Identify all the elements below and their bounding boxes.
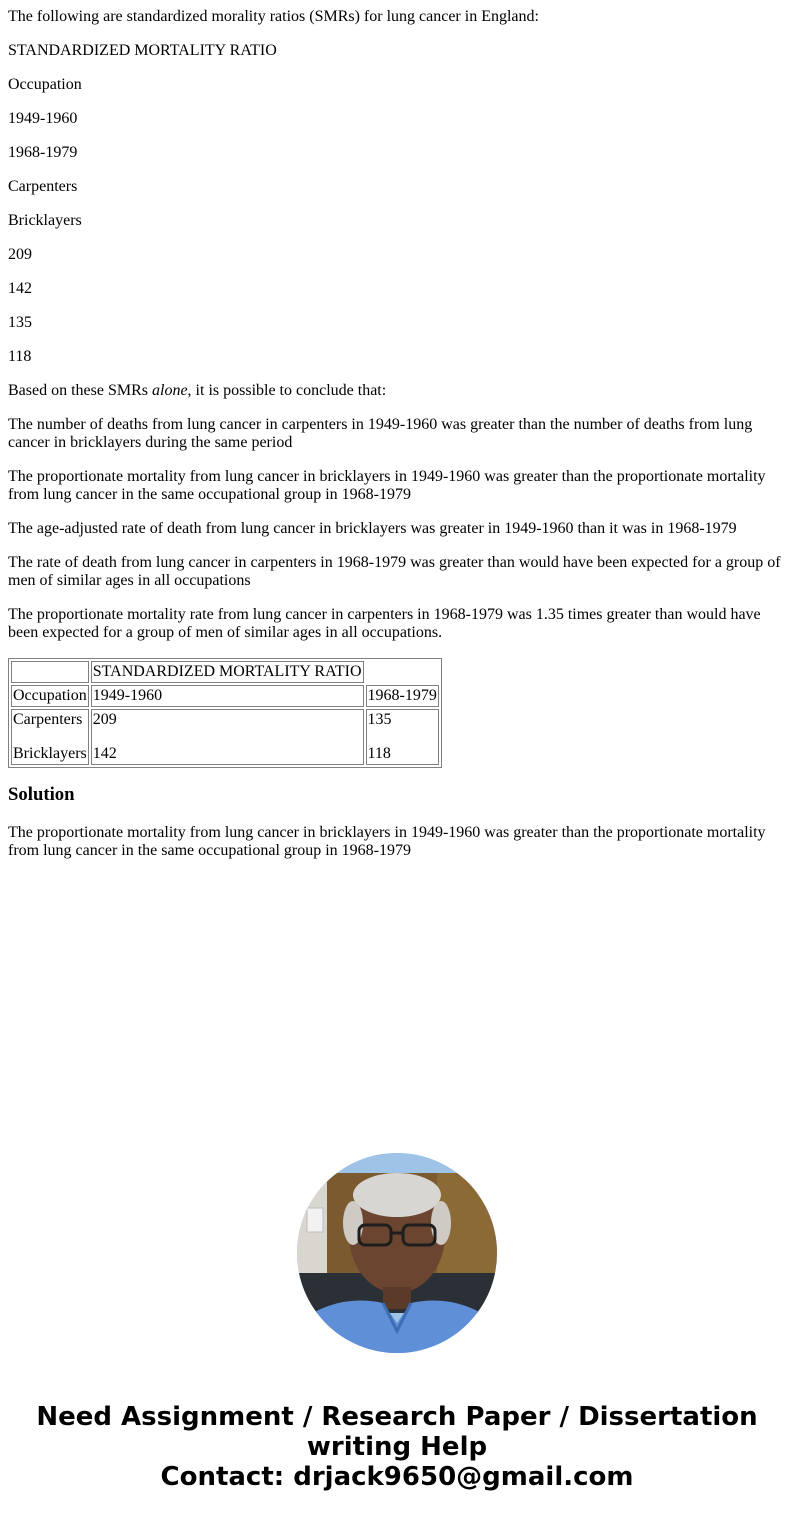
flat-table-line-value-135: 135	[8, 314, 32, 331]
table-cell-occupations	[11, 709, 89, 765]
answer-option-3: The age-adjusted rate of death from lung cancer in bricklayers was greater in 1949-1960 than it was in 1968-1979	[8, 520, 737, 537]
table-header-period-2: 1968-1979	[366, 685, 439, 707]
promo-banner	[0, 1402, 794, 1492]
promo-line-1: Need Assignment / Research Paper / Dissertation	[36, 1402, 758, 1432]
table-cell-period-2-values	[366, 709, 439, 765]
value-carpenters-period-2: 135	[367, 711, 392, 728]
flat-table-line-value-142: 142	[8, 280, 32, 297]
table-header-occupation: Occupation	[11, 685, 89, 707]
flat-table-line-period-2: 1968-1979	[8, 144, 78, 161]
answer-option-2: The proportionate mortality from lung cancer in bricklayers in 1949-1960 was greater than the proportionate mortality from lung cancer in the same occupational group in 1968-1979	[8, 468, 766, 503]
table-header-period-1: 1949-1960	[91, 685, 364, 707]
answer-option-4: The rate of death from lung cancer in carpenters in 1968-1979 was greater than would have been expected for a group of men of similar ages in all occupations	[8, 554, 781, 589]
avatar-photo	[297, 1153, 497, 1353]
flat-table-line-bricklayers: Bricklayers	[8, 212, 82, 229]
flat-table-line-period-1: 1949-1960	[8, 110, 78, 127]
flat-table-line-carpenters: Carpenters	[8, 178, 78, 195]
table-row	[11, 661, 439, 683]
smr-table	[8, 658, 442, 768]
table-cell-empty	[11, 661, 89, 683]
value-bricklayers-period-1: 142	[92, 745, 117, 762]
table-cell-period-1-values	[91, 709, 364, 765]
table-row	[11, 685, 439, 707]
occupation-carpenters: Carpenters	[13, 711, 83, 728]
table-row	[11, 709, 439, 765]
answer-option-5: The proportionate mortality rate from lung cancer in carpenters in 1968-1979 was 1.35 times greater than would have been expected for a group of men of similar ages in all occupations.	[8, 606, 761, 641]
question-intro: The following are standardized morality ratios (SMRs) for lung cancer in England:	[8, 8, 539, 25]
prompt-before: Based on these SMRs	[8, 382, 152, 399]
occupation-bricklayers: Bricklayers	[13, 745, 87, 762]
promo-line-2: writing Help	[306, 1432, 488, 1462]
value-carpenters-period-1: 209	[92, 711, 117, 728]
question-prompt	[8, 382, 786, 400]
answer-option-1: The number of deaths from lung cancer in carpenters in 1949-1960 was greater than the number of deaths from lung cancer in bricklayers during the same period	[8, 416, 753, 451]
prompt-emphasis: alone	[152, 382, 188, 399]
flat-table-line-title: STANDARDIZED MORTALITY RATIO	[8, 42, 277, 59]
promo-contact: Contact: drjack9650@gmail.com	[160, 1462, 634, 1492]
table-header-title: STANDARDIZED MORTALITY RATIO	[91, 661, 364, 683]
flat-table-line-value-209: 209	[8, 246, 32, 263]
solution-answer: The proportionate mortality from lung cancer in bricklayers in 1949-1960 was greater than the proportionate mortality from lung cancer in the same occupational group in 1968-1979	[8, 824, 766, 859]
flat-table-line-value-118: 118	[8, 348, 32, 365]
avatar	[297, 1153, 497, 1353]
flat-table-line-occupation: Occupation	[8, 76, 82, 93]
prompt-after: , it is possible to conclude that:	[187, 382, 387, 399]
solution-heading: Solution	[8, 784, 75, 805]
value-bricklayers-period-2: 118	[367, 745, 391, 762]
document-body	[8, 8, 786, 876]
